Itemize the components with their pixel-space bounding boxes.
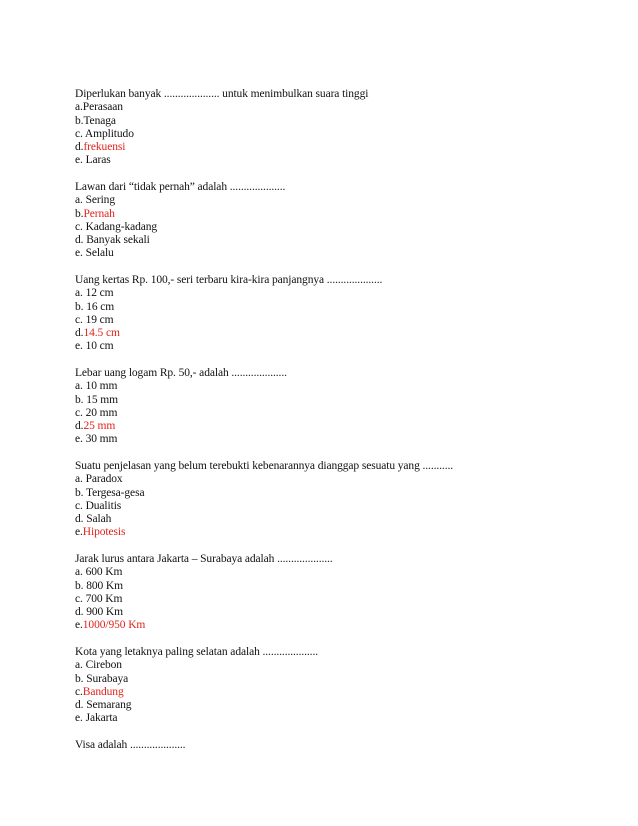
question-block <box>75 553 595 633</box>
option-text: 30 mm <box>85 433 118 446</box>
answer-option <box>75 686 595 699</box>
answer-option <box>75 619 595 632</box>
answer-option <box>75 194 595 207</box>
option-text: 700 Km <box>85 592 123 605</box>
question-block <box>75 739 595 752</box>
answer-option <box>75 433 595 446</box>
option-letter: b. <box>75 300 87 313</box>
option-letter: e. <box>75 619 83 632</box>
option-text: 20 mm <box>85 406 118 419</box>
answer-option <box>75 247 595 260</box>
option-text: Banyak sekali <box>86 234 150 246</box>
answer-option <box>75 380 595 393</box>
answer-option <box>75 606 595 619</box>
question-block <box>75 460 595 540</box>
correct-answer-text: Bandung <box>82 685 124 698</box>
option-letter: c. <box>75 406 86 419</box>
option-text: Tergesa-gesa <box>86 486 145 499</box>
option-text: Laras <box>85 154 111 167</box>
option-letter: e. <box>75 340 86 353</box>
option-text: 19 cm <box>85 313 114 326</box>
answer-option <box>75 487 595 500</box>
answer-option <box>75 420 595 433</box>
question-block <box>75 367 595 447</box>
correct-answer-text: Hipotesis <box>82 526 126 539</box>
answer-option <box>75 513 595 526</box>
option-text: 600 Km <box>85 566 123 579</box>
answer-option <box>75 566 595 579</box>
answer-option <box>75 593 595 606</box>
option-letter: c. <box>75 127 85 140</box>
question-text: Diperlukan banyak .................... untuk menimbulkan suara tinggi <box>75 88 369 100</box>
option-text: 12 cm <box>85 287 114 300</box>
question-block <box>75 646 595 726</box>
option-letter: e. <box>75 433 86 446</box>
correct-answer-text: 25 mm <box>83 420 116 432</box>
option-letter: b. <box>75 393 87 406</box>
answer-option <box>75 394 595 407</box>
correct-answer-text: Pernah <box>83 207 115 220</box>
option-letter: b. <box>75 114 84 127</box>
answer-option <box>75 407 595 420</box>
option-text: Dualitis <box>85 499 122 512</box>
option-text: Sering <box>85 194 115 207</box>
option-letter: d. <box>75 699 87 711</box>
answer-option <box>75 208 595 221</box>
question-text: Suatu penjelasan yang belum terebukti kebenarannya dianggap sesuatu yang ........... <box>75 460 454 472</box>
option-text: Selalu <box>85 247 114 260</box>
option-letter: b. <box>75 579 87 592</box>
correct-answer-text: frekuensi <box>83 141 126 153</box>
option-letter: d. <box>75 327 84 339</box>
answer-option <box>75 473 595 486</box>
option-text: 800 Km <box>86 579 123 592</box>
answer-option <box>75 154 595 167</box>
answer-option <box>75 673 595 686</box>
option-text: 10 cm <box>85 340 114 353</box>
option-letter: b. <box>75 672 87 685</box>
answer-option <box>75 526 595 539</box>
option-letter: b. <box>75 486 86 499</box>
question-text: Kota yang letaknya paling selatan adalah .................... <box>75 646 318 658</box>
option-text: Cirebon <box>85 659 122 672</box>
option-text: Amplitudo <box>84 127 134 140</box>
answer-option <box>75 712 595 725</box>
answer-option <box>75 340 595 353</box>
question-text: Uang kertas Rp. 100,- seri terbaru kira-kira panjangnya .................... <box>75 274 383 286</box>
option-text: Tenaga <box>83 114 116 127</box>
option-letter: e. <box>75 712 86 725</box>
option-letter: d. <box>75 234 87 246</box>
correct-answer-text: 14.5 cm <box>83 327 120 339</box>
option-letter: c. <box>75 499 86 512</box>
option-letter: e. <box>75 526 83 539</box>
option-letter: a. <box>75 101 83 114</box>
option-letter: d. <box>75 141 84 153</box>
option-letter: a. <box>75 659 86 672</box>
answer-option <box>75 115 595 128</box>
option-text: Paradox <box>85 473 123 486</box>
option-letter: c. <box>75 592 86 605</box>
question-text: Lebar uang logam Rp. 50,- adalah .................... <box>75 367 287 379</box>
option-letter: d. <box>75 513 87 525</box>
question-block <box>75 88 595 168</box>
option-letter: a. <box>75 287 86 300</box>
option-letter: c. <box>75 685 83 698</box>
answer-option <box>75 234 595 247</box>
answer-option <box>75 221 595 234</box>
question-text: Jarak lurus antara Jakarta – Surabaya adalah .................... <box>75 553 333 565</box>
quiz-document <box>75 88 595 766</box>
answer-option <box>75 101 595 114</box>
option-text: Perasaan <box>82 101 123 114</box>
question-text: Visa adalah .................... <box>75 739 186 751</box>
answer-option <box>75 699 595 712</box>
option-text: 900 Km <box>86 606 123 618</box>
option-letter: d. <box>75 420 84 432</box>
option-letter: c. <box>75 220 86 233</box>
option-letter: c. <box>75 313 86 326</box>
option-letter: e. <box>75 154 86 167</box>
answer-option <box>75 500 595 513</box>
option-text: Kadang-kadang <box>85 220 158 233</box>
question-block <box>75 181 595 261</box>
answer-option <box>75 301 595 314</box>
option-text: Semarang <box>86 699 132 711</box>
option-letter: a. <box>75 194 86 207</box>
question-text: Lawan dari “tidak pernah” adalah .................... <box>75 181 286 193</box>
answer-option <box>75 287 595 300</box>
option-letter: d. <box>75 606 87 618</box>
option-text: 15 mm <box>86 393 118 406</box>
option-text: Salah <box>86 513 112 525</box>
answer-option <box>75 141 595 154</box>
option-letter: a. <box>75 473 86 486</box>
option-letter: a. <box>75 380 86 393</box>
option-text: 10 mm <box>85 380 118 393</box>
option-text: Surabaya <box>86 672 129 685</box>
option-letter: b. <box>75 207 84 220</box>
answer-option <box>75 314 595 327</box>
answer-option <box>75 128 595 141</box>
correct-answer-text: 1000/950 Km <box>82 619 146 632</box>
option-letter: a. <box>75 566 86 579</box>
question-block <box>75 274 595 354</box>
option-letter: e. <box>75 247 86 260</box>
answer-option <box>75 659 595 672</box>
option-text: 16 cm <box>86 300 115 313</box>
answer-option <box>75 580 595 593</box>
answer-option <box>75 327 595 340</box>
option-text: Jakarta <box>85 712 118 725</box>
